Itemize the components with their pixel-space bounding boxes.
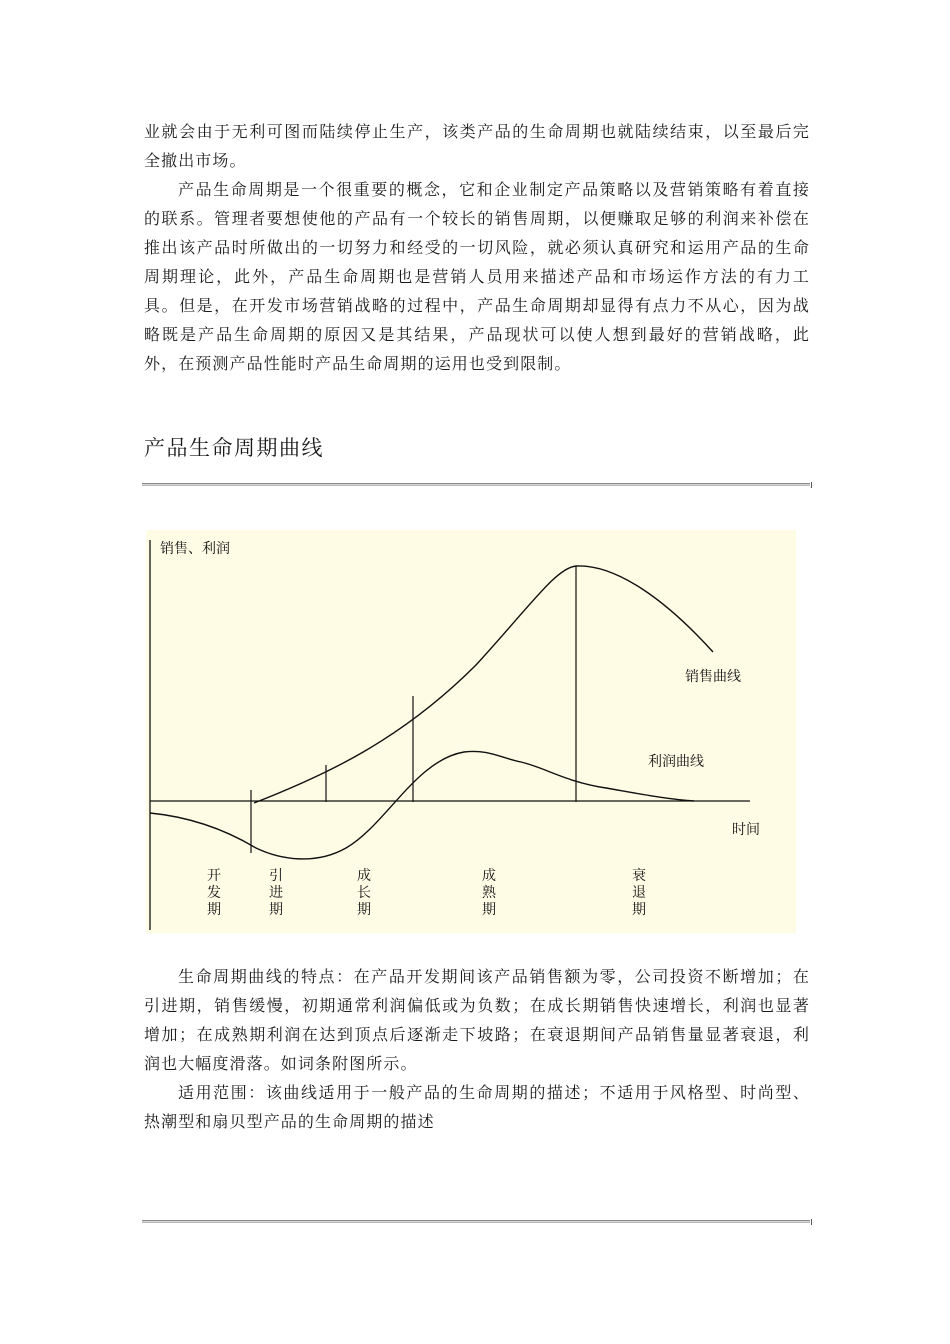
profit-curve: [150, 751, 694, 859]
stage-label-introduction: 引进期: [269, 868, 283, 918]
stage-labels: [207, 867, 646, 918]
profit-curve-label: 利润曲线: [648, 754, 704, 770]
paragraph-intro-end: 业就会由于无利可图而陆续停止生产，该类产品的生命周期也就陆续结束，以至最后完全撤出市场。: [144, 122, 810, 170]
stage-label-growth: 成长期: [357, 868, 371, 918]
paragraph-concept: 产品生命周期是一个很重要的概念，它和企业制定产品策略以及营销策略有着直接的联系。管理者要想使他的产品有一个较长的销售周期，以便赚取足够的利润来补偿在推出该产品时所做出的一切努力和经受的一切风险，就必须认真研究和运用产品的生命周期理论，此外，产品生命周期也是营销人员用来描述产品和市场运作方法的有力工具。但是，在开发市场营销战略的过程中，产品生命周期却显得有点力不从心，因为战略既是产品生命周期的原因又是其结果，产品现状可以使人想到最好的营销战略，此外，在预测产品性能时产品生命周期的运用也受到限制。: [144, 180, 810, 373]
sales-curve: [254, 566, 713, 803]
product-lifecycle-chart: [146, 530, 796, 933]
stage-label-decline: 衰退期: [632, 868, 646, 918]
stage-label-development: 开发期: [207, 868, 221, 918]
section-divider: [142, 483, 810, 486]
footer-divider: [142, 1220, 810, 1223]
stage-label-maturity: 成熟期: [482, 868, 496, 918]
y-axis-label: 销售、利润: [160, 541, 230, 557]
sales-curve-label: 销售曲线: [685, 669, 741, 685]
paragraph-scope: 适用范围：该曲线适用于一般产品的生命周期的描述；不适用于风格型、时尚型、热潮型和扇贝型产品的生命周期的描述: [144, 1083, 810, 1131]
paragraph-curve-features: 生命周期曲线的特点：在产品开发期间该产品销售额为零，公司投资不断增加；在引进期，销售缓慢，初期通常利润偏低或为负数；在成长期销售快速增长，利润也显著增加；在成熟期利润在达到顶点后逐渐走下坡路；在衰退期间产品销售量显著衰退，利润也大幅度滑落。如词条附图所示。: [144, 967, 810, 1073]
section-heading: 产品生命周期曲线: [144, 436, 324, 460]
x-axis-label: 时间: [732, 822, 760, 838]
